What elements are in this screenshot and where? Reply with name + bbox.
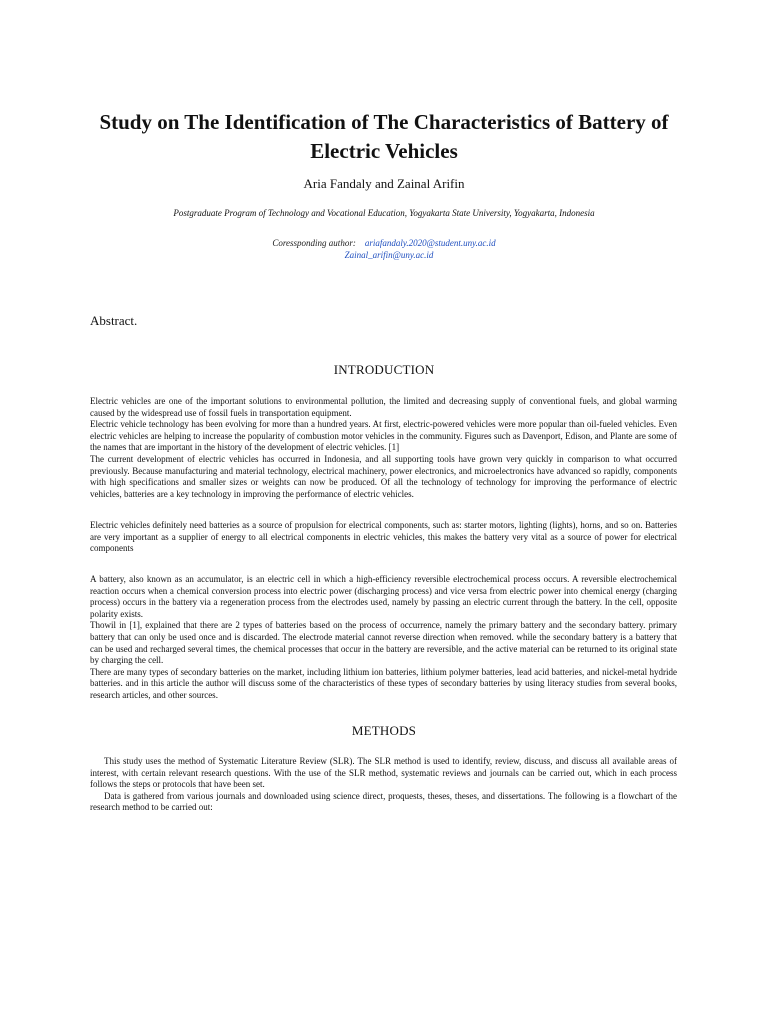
- paragraph: Electric vehicles definitely need batteries as a source of propulsion for electrical components, such as: starter motors, lighting (lights), horns, and so on. Batteries are very important as a supplier of energy to all electrical components in electric vehicles, this makes the battery very vital as a source of power for electrical components: [90, 520, 677, 554]
- email-link-1[interactable]: ariafandaly.2020@student.uny.ac.id: [364, 238, 496, 248]
- section-heading-methods: METHODS: [351, 723, 417, 738]
- section-heading-introduction: INTRODUCTION: [333, 362, 435, 377]
- paragraph: Electric vehicles are one of the important solutions to environmental pollution, the limited and decreasing supply of conventional fuels, and global warming caused by the widespread use of fossil fuels in transportation equipment.: [90, 396, 677, 418]
- intro-block-1: [90, 396, 677, 500]
- email-link-2[interactable]: Zainal_arifin@uny.ac.id: [344, 250, 434, 260]
- corresponding-block: [0, 237, 768, 261]
- affiliation: Postgraduate Program of Technology and Vocational Education, Yogyakarta State University, Yogyakarta, Indonesia: [173, 208, 595, 218]
- paragraph: Electric vehicle technology has been evolving for more than a hundred years. At first, electric-powered vehicles were more popular than oil-fueled vehicles. Even electric vehicles are helping to increase the popularity of combustion motor vehicles in the community. Figures such as Davenport, Edison, and Plante are some of the names that are important in the history of the development of electric vehicles. [1]: [90, 419, 677, 453]
- abstract-heading: Abstract.: [90, 313, 138, 328]
- methods-block: [90, 756, 677, 814]
- intro-block-3: [90, 574, 677, 702]
- paragraph: Thowil in [1], explained that there are 2 types of batteries based on the process of occurrence, namely the primary battery and the secondary battery. primary battery that can only be used once and is discarded. The electrode material cannot reverse direction when removed. while the secondary battery is a battery that can be used and recharged several times, the chemical processes that occur in the battery are reversible, and the active material can be returned to its original state by charging the cell.: [90, 620, 677, 666]
- intro-block-2: [90, 520, 677, 555]
- corresponding-label: Coressponding author:: [272, 238, 356, 248]
- paragraph: The current development of electric vehicles has occurred in Indonesia, and all supporting tools have grown very quickly in comparison to what occurred previously. Because manufacturing and material technology, electrical machinery, power electronics, and microelectronics have advanced so rapidly, components with high specifications and smaller sizes or weights can now be produced. Of all the technology of technology for improving the performance of electric vehicles, batteries are a key technology in improving the performance of electric vehicles.: [90, 453, 677, 499]
- paragraph: Data is gathered from various journals and downloaded using science direct, proquests, theses, theses, and dissertations. The following is a flowchart of the research method to be carried out:: [90, 790, 677, 813]
- paragraph: This study uses the method of Systematic Literature Review (SLR). The SLR method is used to identify, review, discuss, and discuss all available areas of interest, with certain relevant research questions. With the use of the SLR method, systematic reviews and journals can be carried out, which in each process follows the steps or protocols that have been set.: [90, 756, 677, 790]
- paragraph: A battery, also known as an accumulator, is an electric cell in which a high-efficiency reversible electrochemical process occurs. A reversible electrochemical reaction occurs when a chemical conversion process into electric power (discharging process) and vice versa from electric power into chemical energy (charging process) occurs in the battery via a regeneration process from the electrodes used, namely by passing an electric current through the battery. In the cell, opposite polarity exists.: [90, 574, 677, 619]
- author-line: Aria Fandaly and Zainal Arifin: [303, 176, 465, 191]
- paper-title: Study on The Identification of The Characteristics of Battery of Electric Vehicles: [99, 110, 669, 163]
- paragraph: There are many types of secondary batteries on the market, including lithium ion batteries, lithium polymer batteries, lead acid batteries, and nickel-metal hydride batteries. and in this article the author will discuss some of the characteristics of these types of secondary batteries by using literacy studies from several books, research articles, and other sources.: [90, 666, 677, 700]
